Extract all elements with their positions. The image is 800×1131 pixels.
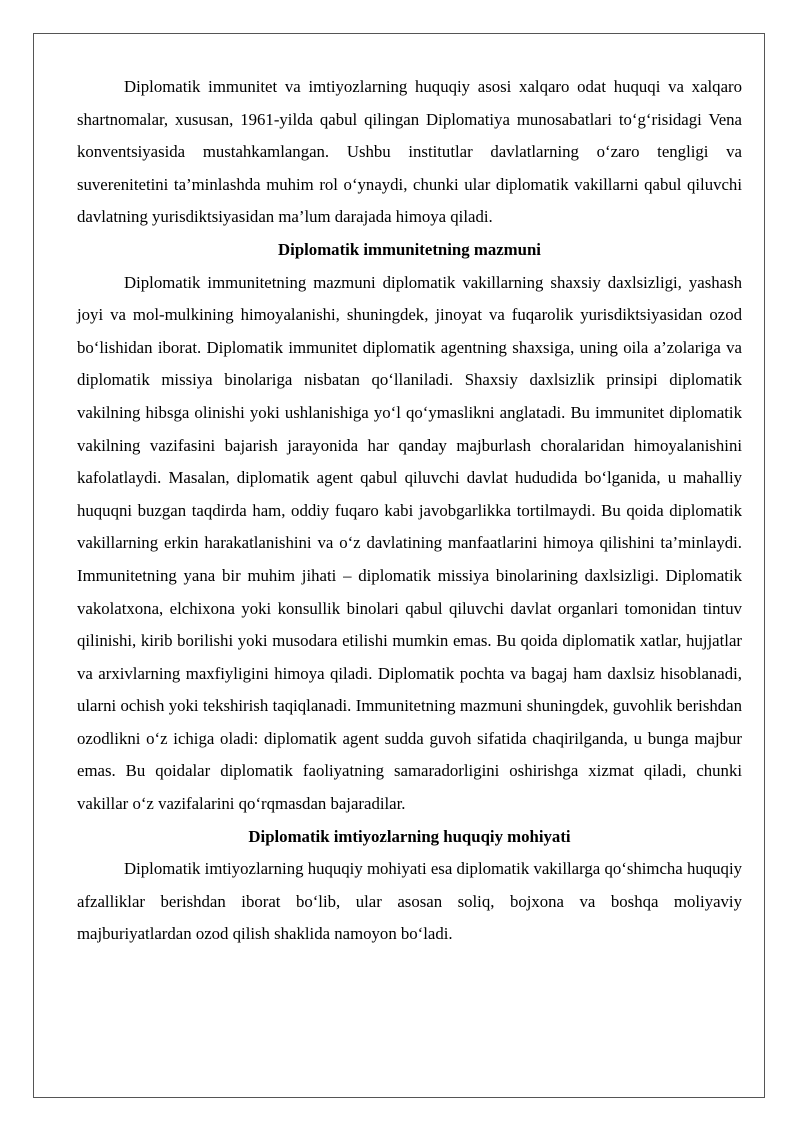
paragraph-intro: Diplomatik immunitet va imtiyozlarning huquqiy asosi xalqaro odat huquqi va xalqaro shartnomalar, xususan, 1961-yilda qabul qilingan Diplomatiya munosabatlari to‘g‘risidagi Vena konventsiyasida mustahkamlangan. Ushbu institutlar davlatlarning o‘zaro tengligi va suverenitetini ta’minlashda muhim rol o‘ynaydi, chunki ular diplomatik vakillarni qabul qiluvchi davlatning yurisdiktsiyasidan ma’lum darajada himoya qiladi. — [77, 77, 742, 227]
section-heading-immunity-content: Diplomatik immunitetning mazmuni — [278, 239, 541, 259]
paragraph-privileges-essence: Diplomatik imtiyozlarning huquqiy mohiyati esa diplomatik vakillarga qo‘shimcha huquqiy afzalliklar berishdan iborat bo‘lib, ular asosan soliq, bojxona va boshqa moliyaviy majburiyatlardan ozod qilish shaklida namoyon bo‘ladi. — [77, 859, 742, 944]
section-heading-privileges-essence: Diplomatik imtiyozlarning huquqiy mohiyati — [248, 826, 571, 846]
document-body — [77, 71, 742, 951]
paragraph-immunity-content: Diplomatik immunitetning mazmuni diplomatik vakillarning shaxsiy daxlsizligi, yashash joyi va mol-mulkining himoyalanishi, shuningdek, jinoyat va fuqarolik yurisdiktsiyasidan ozod bo‘lishidan iborat. Diplomatik immunitet diplomatik agentning shaxsiga, uning oila a’zolariga va diplomatik missiya binolariga nisbatan qo‘llaniladi. Shaxsiy daxlsizlik prinsipi diplomatik vakilning hibsga olinishi yoki ushlanishiga yo‘l qo‘ymaslikni anglatadi. Bu immunitet diplomatik vakilning vazifasini bajarish jarayonida har qanday majburlash choralaridan himoyalanishini kafolatlaydi. Masalan, diplomatik agent qabul qiluvchi davlat hududida bo‘lganida, u mahalliy huquqni buzgan taqdirda ham, oddiy fuqaro kabi javobgarlikka tortilmaydi. Bu qoida diplomatik vakillarning erkin harakatlanishini va o‘z davlatining manfaatlarini himoya qilishini ta’minlaydi. Immunitetning yana bir muhim jihati – diplomatik missiya binolarining daxlsizligi. Diplomatik vakolatxona, elchixona yoki konsullik binolari qabul qiluvchi davlat organlari tomonidan tintuv qilinishi, kirib borilishi yoki musodara etilishi mumkin emas. Bu qoida diplomatik xatlar, hujjatlar va arxivlarning maxfiyligini himoya qiladi. Diplomatik pochta va bagaj ham daxlsiz hisoblanadi, ularni ochish yoki tekshirish taqiqlanadi. Immunitetning mazmuni shuningdek, guvohlik berishdan ozodlikni o‘z ichiga oladi: diplomatik agent sudda guvoh sifatida chaqirilganda, u bunga majbur emas. Bu qoidalar diplomatik faoliyatning samaradorligini oshirishga xizmat qiladi, chunki vakillar o‘z vazifalarini qo‘rqmasdan bajaradilar. — [77, 272, 742, 814]
